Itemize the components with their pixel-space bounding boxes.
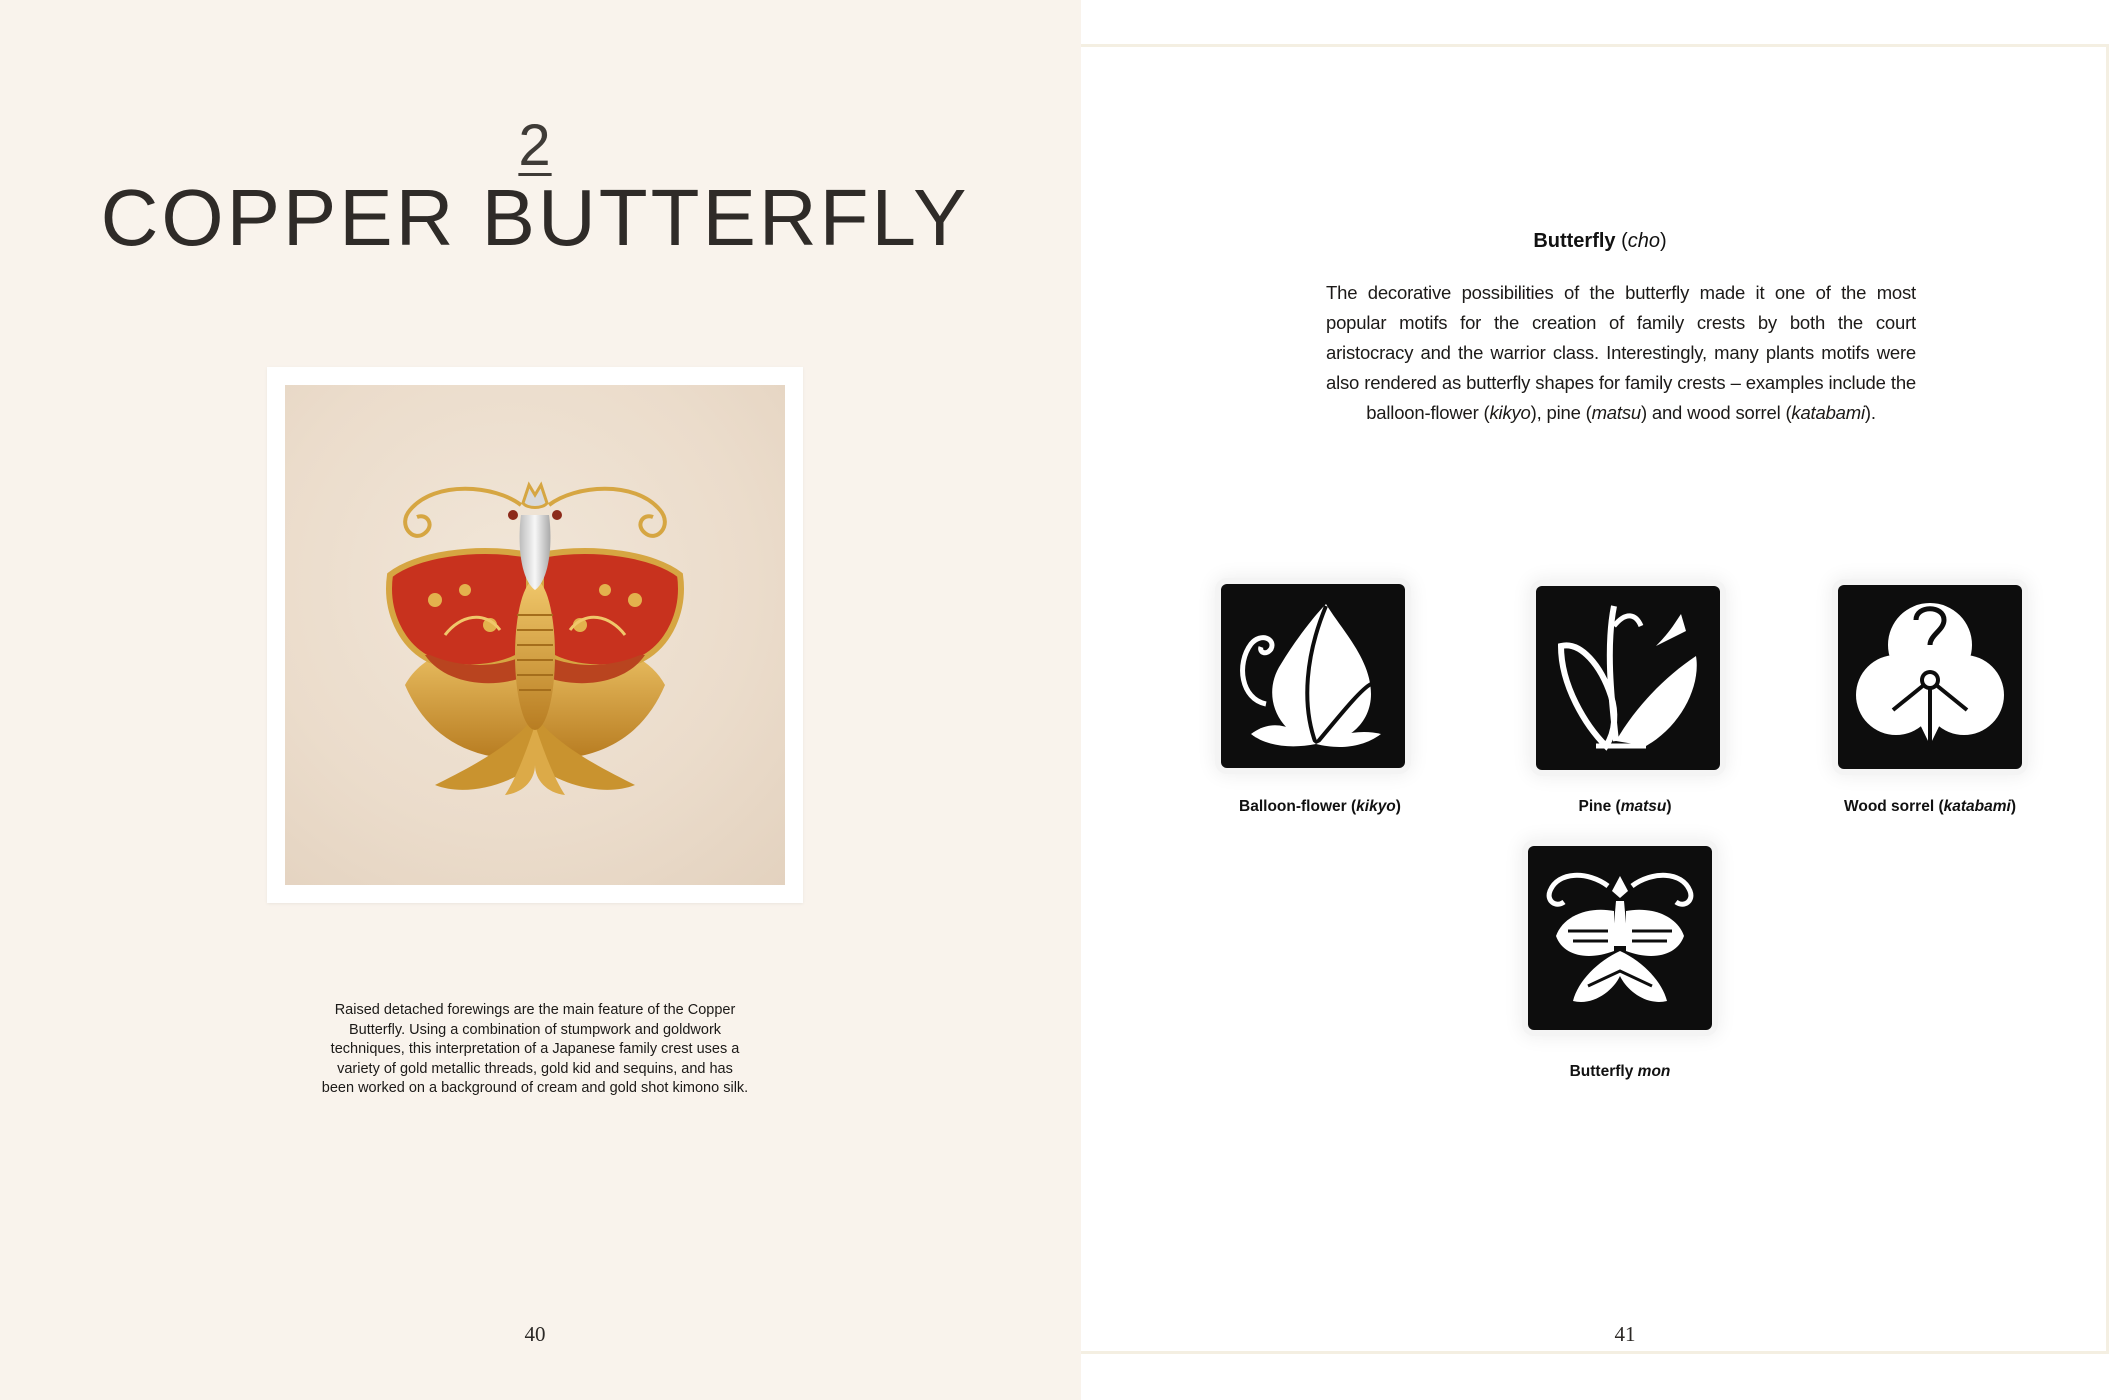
crest-label-butterfly-mon-name: Butterfly	[1569, 1063, 1638, 1080]
chapter-number: 2	[518, 113, 552, 178]
crest-label-butterfly-mon-italic: mon	[1637, 1063, 1671, 1080]
section-body	[1326, 278, 1916, 428]
copper-butterfly-photo	[285, 385, 785, 885]
body-text-1: The decorative possibilities of the butterfly made it one of the most popular motifs for the creation of family crests by both the court aristocracy and the warrior class. Interestingly, many plants motifs were also rendered as butterfly shapes for family crests – examples include the balloon-flower (	[1326, 282, 1916, 423]
wood-sorrel-crest-icon	[1838, 585, 2022, 769]
crest-label-wood-sorrel	[1790, 798, 2070, 816]
balloon-flower-crest	[1221, 584, 1405, 768]
section-heading-paren-close: )	[1660, 230, 1667, 252]
embroidery-photo-frame	[267, 367, 803, 903]
body-text-2: ), pine (	[1530, 402, 1592, 423]
pine-crest	[1536, 586, 1720, 770]
section-heading-bold: Butterfly	[1533, 230, 1616, 252]
section-heading	[1300, 230, 1900, 253]
body-text-4: ).	[1864, 402, 1876, 423]
page-number-left: 40	[524, 1322, 546, 1346]
page-number-right: 41	[1614, 1322, 1636, 1346]
crest-label-balloon-flower-name: Balloon-flower (	[1239, 798, 1357, 815]
pine-crest-icon	[1536, 586, 1720, 770]
section-heading-paren-open: (	[1615, 230, 1628, 252]
body-italic-katabami: katabami	[1791, 402, 1865, 423]
crest-label-balloon-flower	[1180, 798, 1460, 816]
crest-label-pine	[1485, 798, 1765, 816]
wood-sorrel-crest	[1838, 585, 2022, 769]
crest-label-pine-italic: matsu	[1620, 798, 1667, 815]
crest-label-butterfly-mon	[1480, 1063, 1760, 1081]
chapter-title: COPPER BUTTERFLY	[100, 173, 970, 262]
crest-label-balloon-flower-close: )	[1395, 798, 1401, 815]
crest-label-wood-sorrel-close: )	[2010, 798, 2016, 815]
crest-label-pine-close: )	[1666, 798, 1672, 815]
section-heading-italic: cho	[1627, 230, 1661, 252]
crest-label-wood-sorrel-italic: katabami	[1943, 798, 2011, 815]
butterfly-mon-crest	[1528, 846, 1712, 1030]
crest-label-balloon-flower-italic: kikyo	[1356, 798, 1396, 815]
photo-caption: Raised detached forewings are the main feature of the Copper Butterfly. Using a combination of stumpwork and goldwork techniques, this interpretation of a Japanese family crest uses a variety of gold metallic threads, gold kid and sequins, and has been worked on a background of cream and gold shot kimono silk.	[321, 1002, 749, 1096]
butterfly-embroidery-illustration	[285, 385, 785, 885]
crest-label-wood-sorrel-name: Wood sorrel (	[1844, 798, 1944, 815]
body-text-3: ) and wood sorrel (	[1640, 402, 1792, 423]
crest-label-pine-name: Pine (	[1578, 798, 1621, 815]
body-italic-kikyo: kikyo	[1489, 402, 1531, 423]
butterfly-mon-crest-icon	[1528, 846, 1712, 1030]
body-italic-matsu: matsu	[1591, 402, 1641, 423]
balloon-flower-crest-icon	[1221, 584, 1405, 768]
